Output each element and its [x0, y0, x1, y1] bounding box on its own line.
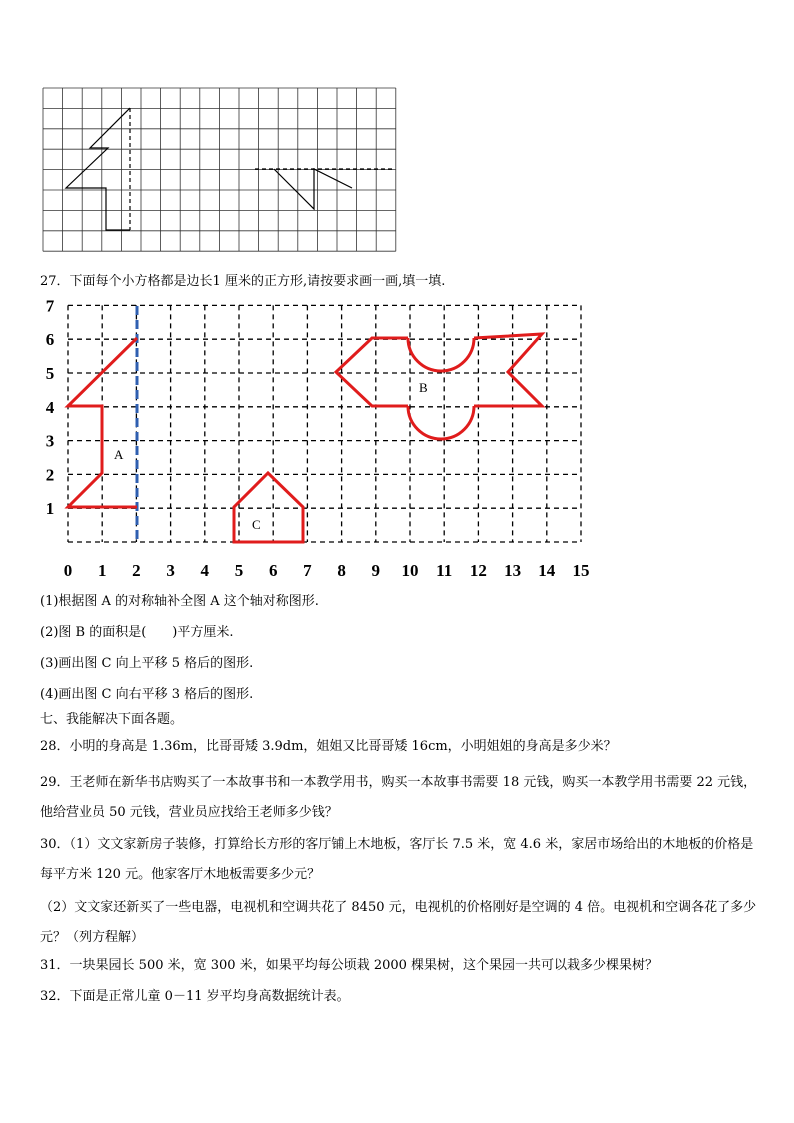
x-tick-label: 13 — [504, 561, 522, 580]
q27-sub3: (3)画出图 C 向上平移 5 格后的图形. — [40, 656, 254, 671]
x-tick-label: 8 — [337, 561, 346, 580]
q27-grid-figure — [30, 296, 600, 586]
question-31: 31．一块果园长 500 米，宽 300 米，如果平均每公顷栽 2000 棵果树，这个果园一共可以栽多少棵果树？ — [40, 958, 659, 973]
x-tick-label: 12 — [469, 561, 487, 580]
q27-sub2: (2)图 B 的面积是( )平方厘米. — [40, 625, 234, 640]
y-tick-label: 6 — [45, 330, 55, 350]
top-grid-shape-left — [66, 108, 130, 230]
y-tick-label: 1 — [45, 499, 55, 519]
y-tick-label: 5 — [45, 364, 55, 383]
x-tick-label: 11 — [436, 561, 453, 580]
question-30-part2: （2）文文家还新买了一些电器，电视机和空调共花了 8450 元，电视机的价格刚好是空调的 4 倍。电视机和空调各花了多少元？（列方程解） — [40, 900, 757, 945]
q27-sub1: (1)根据图 A 的对称轴补全图 A 这个轴对称图形. — [40, 594, 319, 609]
y-tick-label: 3 — [45, 431, 55, 451]
y-tick-label: 7 — [45, 296, 55, 316]
shape-a-label: A — [114, 447, 124, 462]
x-tick-label: 0 — [63, 561, 73, 580]
x-tick-label: 10 — [401, 561, 419, 580]
x-tick-label: 7 — [303, 561, 312, 580]
x-tick-label: 5 — [234, 561, 244, 580]
x-tick-label: 4 — [200, 561, 210, 580]
shape-b — [336, 334, 542, 439]
q27-sub4: (4)画出图 C 向右平移 3 格后的图形. — [40, 687, 254, 702]
question-32: 32．下面是正常儿童 0－11 岁平均身高数据统计表。 — [40, 989, 350, 1004]
top-grid-figure — [0, 0, 794, 260]
x-tick-label: 1 — [97, 561, 107, 580]
shape-c — [234, 473, 303, 542]
question-29: 29．王老师在新华书店购买了一本故事书和一本教学用书，购买一本故事书需要 18 元钱，购买一本教学用书需要 22 元钱，他给营业员 50 元钱，营业员应找给王老师多少钱？ — [40, 775, 757, 820]
y-tick-label: 4 — [45, 397, 55, 417]
x-tick-label: 3 — [166, 561, 175, 580]
x-tick-label: 15 — [572, 561, 590, 580]
x-tick-label: 14 — [538, 561, 556, 580]
section-7-heading: 七、我能解决下面各题。 — [40, 712, 184, 727]
q27-title: 27．下面每个小方格都是边长1 厘米的正方形,请按要求画一画,填一填. — [40, 274, 446, 289]
y-tick-label: 2 — [45, 465, 55, 485]
x-tick-label: 6 — [268, 561, 278, 580]
top-grid-shape-right — [274, 169, 352, 209]
question-30-part1: 30．（1）文文家新房子装修，打算给长方形的客厅铺上木地板，客厅长 7.5 米，宽 4.6 米，家居市场给出的木地板的价格是每平方米 120 元。他家客厅木地板需要多少元？ — [40, 837, 754, 882]
shape-c-label: C — [252, 517, 261, 532]
shape-b-label: B — [419, 380, 428, 395]
question-28: 28．小明的身高是 1.36m，比哥哥矮 3.9dm，姐姐又比哥哥矮 16cm，小明姐姐的身高是多少米？ — [40, 739, 617, 754]
x-tick-label: 9 — [371, 561, 381, 580]
x-tick-label: 2 — [132, 561, 141, 580]
